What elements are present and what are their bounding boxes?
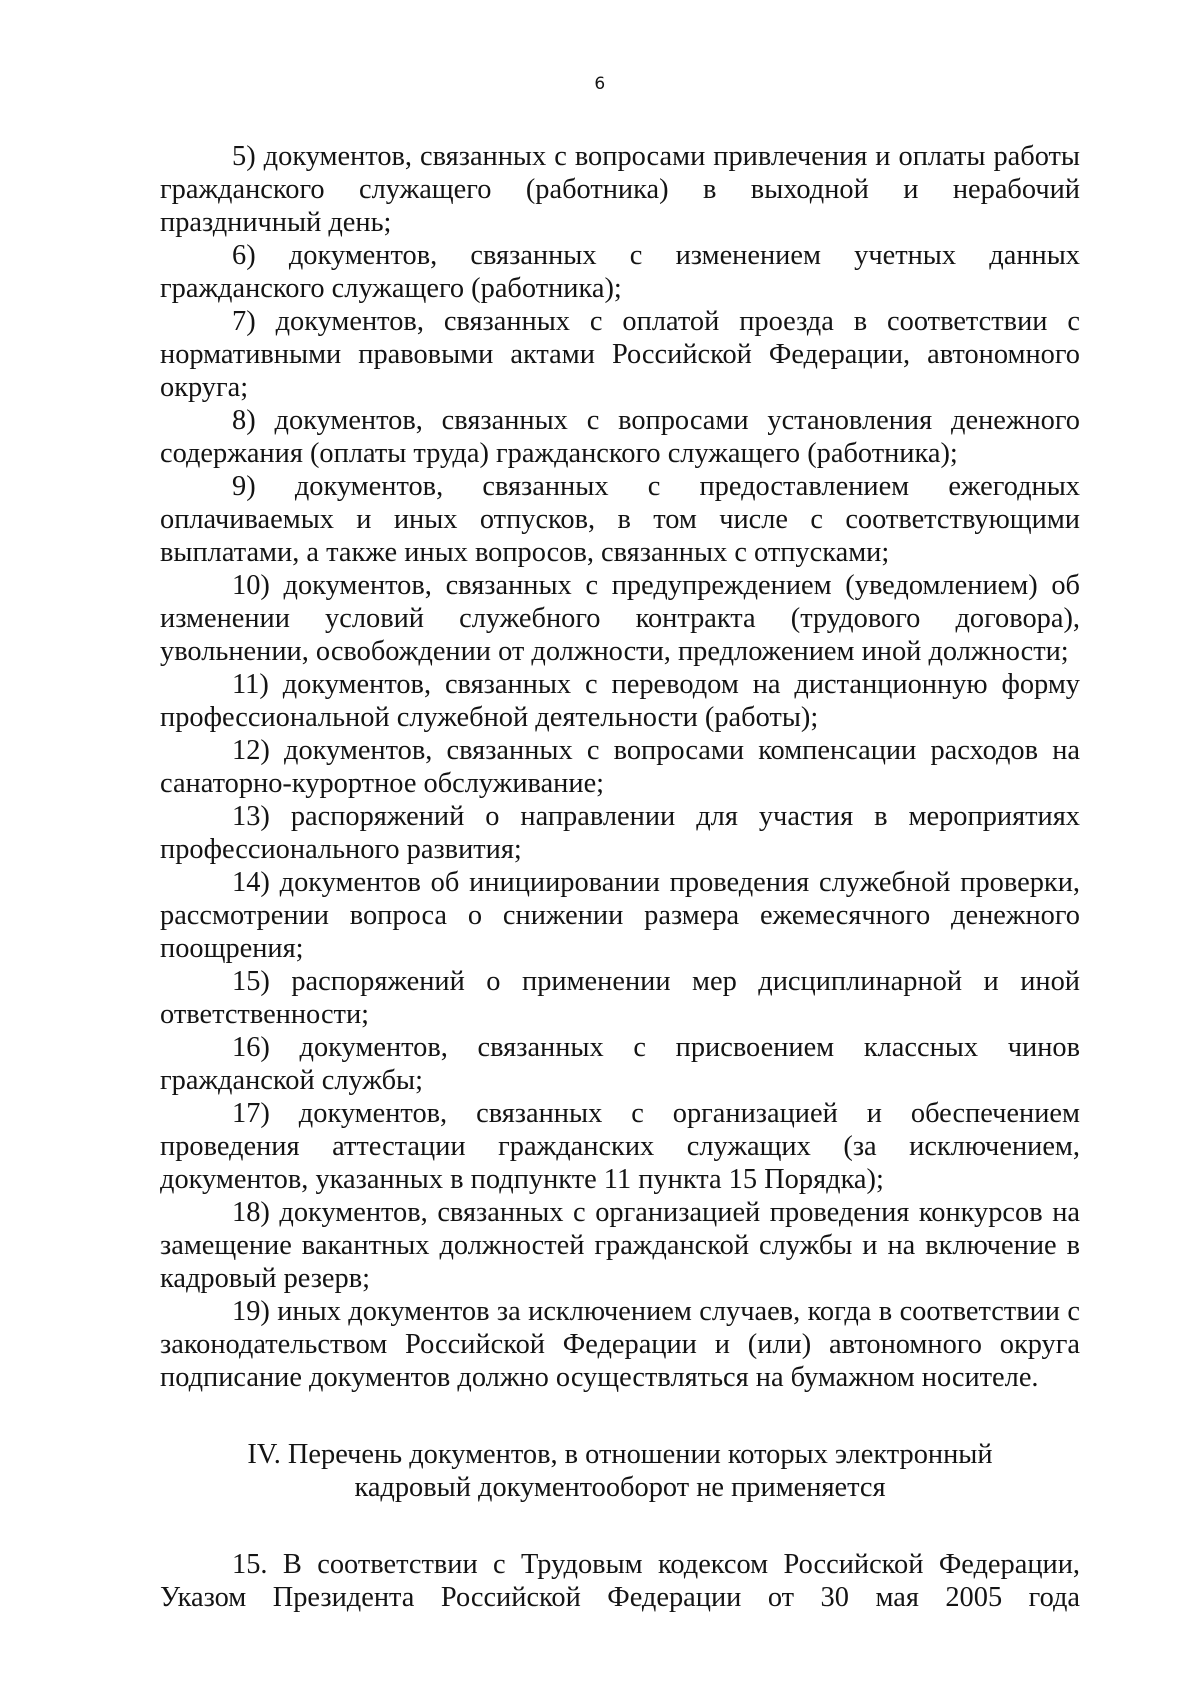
list-item: 18) документов, связанных с организацией проведения конкурсов на замещение вакантных должностей гражданской службы и на включение в кадровый резерв;: [160, 1197, 1080, 1294]
list-item: 19) иных документов за исключением случаев, когда в соответствии с законодательством Российской Федерации и (или) автономного округа подписание документов должно осуществляться на бумажном носителе.: [160, 1296, 1080, 1393]
section-heading-line: кадровый документооборот не применяется: [354, 1472, 886, 1503]
list-item: 8) документов, связанных с вопросами установления денежного содержания (оплаты труда) гражданского служащего (работника);: [160, 405, 1080, 469]
list-item: 12) документов, связанных с вопросами компенсации расходов на санаторно-курортное обслуживание;: [160, 735, 1080, 799]
section-heading-line: IV. Перечень документов, в отношении которых электронный: [247, 1439, 993, 1470]
list-item: 11) документов, связанных с переводом на дистанционную форму профессиональной служебной деятельности (работы);: [160, 669, 1080, 733]
list-item: 6) документов, связанных с изменением учетных данных гражданского служащего (работника);: [160, 240, 1080, 304]
list-item: 5) документов, связанных с вопросами привлечения и оплаты работы гражданского служащего (работника) в выходной и нерабочий праздничный день;: [160, 141, 1080, 238]
document-body: [160, 140, 1080, 1614]
page-number: 6: [594, 74, 606, 94]
list-item: 9) документов, связанных с предоставлением ежегодных оплачиваемых и иных отпусков, в том числе с соответствующими выплатами, а также иных вопросов, связанных с отпусками;: [160, 471, 1080, 568]
list-item: 14) документов об инициировании проведения служебной проверки, рассмотрении вопроса о снижении размера ежемесячного денежного поощрения;: [160, 867, 1080, 964]
list-item: 10) документов, связанных с предупреждением (уведомлением) об изменении условий служебного контракта (трудового договора), увольнении, освобождении от должности, предложением иной должности;: [160, 570, 1080, 667]
list-item: 7) документов, связанных с оплатой проезда в соответствии с нормативными правовыми актами Российской Федерации, автономного округа;: [160, 306, 1080, 403]
paragraph: 15. В соответствии с Трудовым кодексом Российской Федерации, Указом Президента Российской Федерации от 30 мая 2005 года: [160, 1549, 1080, 1613]
list-item: 16) документов, связанных с присвоением классных чинов гражданской службы;: [160, 1032, 1080, 1096]
list-item: 17) документов, связанных с организацией и обеспечением проведения аттестации гражданских служащих (за исключением, документов, указанных в подпункте 11 пункта 15 Порядка);: [160, 1098, 1080, 1195]
list-item: 15) распоряжений о применении мер дисциплинарной и иной ответственности;: [160, 966, 1080, 1030]
list-item: 13) распоряжений о направлении для участия в мероприятиях профессионального развития;: [160, 801, 1080, 865]
section-heading: [160, 1438, 1080, 1504]
